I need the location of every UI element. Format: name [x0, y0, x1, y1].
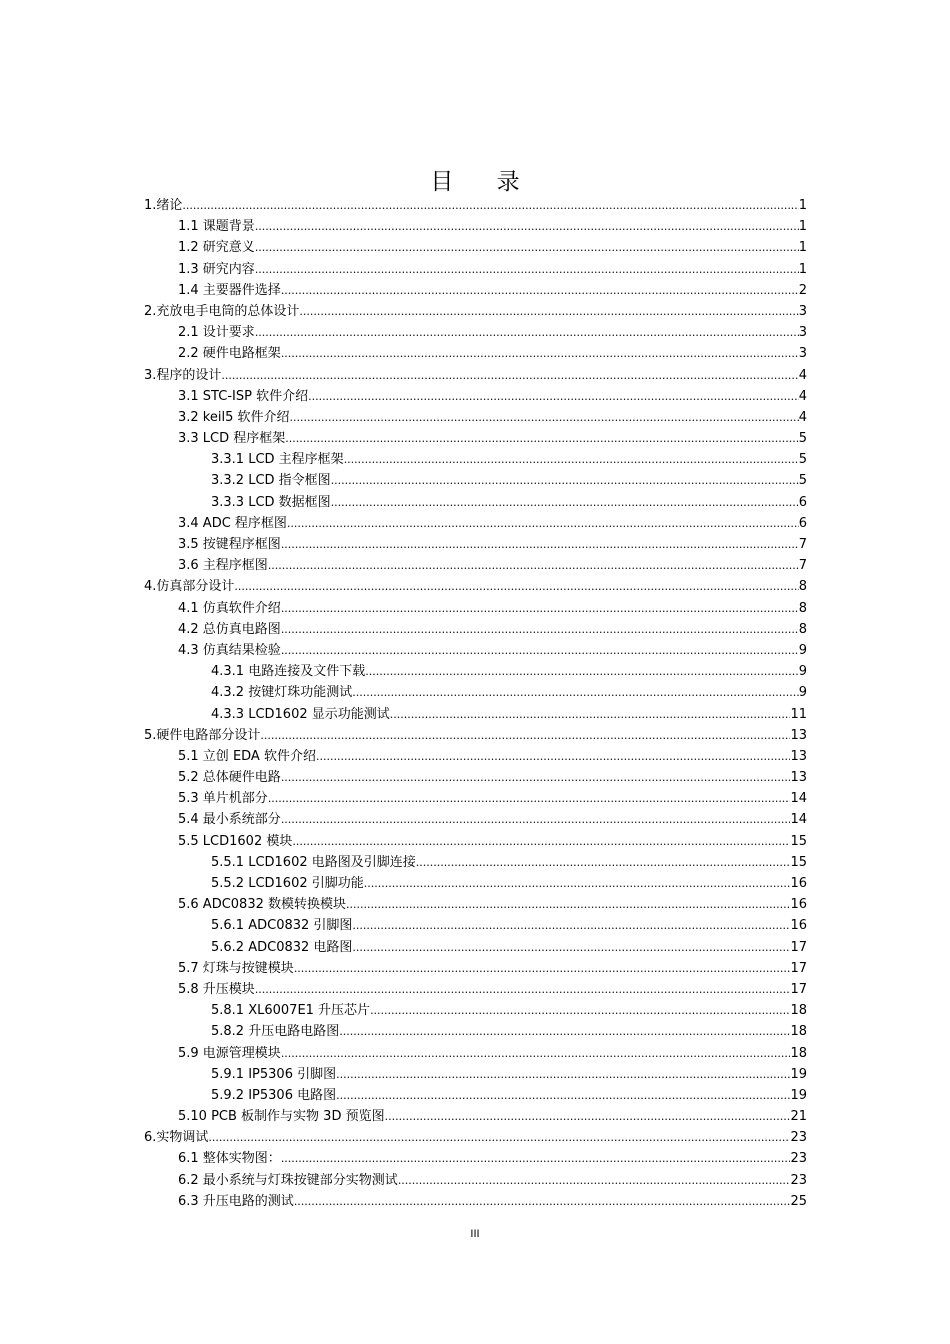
toc-dot-leader: [281, 1043, 791, 1064]
toc-entry-page: 3: [798, 303, 807, 319]
toc-entry-page: 6: [798, 494, 807, 510]
toc-entry-page: 18: [790, 1045, 807, 1061]
toc-entry-label: 5.6 ADC0832 数模转换模块: [178, 897, 347, 913]
toc-dot-leader: [255, 322, 799, 343]
toc-entry[interactable]: [144, 301, 807, 322]
toc-entry[interactable]: [144, 1127, 807, 1148]
toc-dot-leader: [281, 767, 791, 788]
toc-entry[interactable]: [144, 365, 807, 386]
toc-entry-page: 13: [790, 748, 807, 764]
toc-entry[interactable]: [144, 725, 807, 746]
toc-entry-label: 1.绪论: [144, 198, 183, 213]
toc-entry[interactable]: [144, 195, 807, 216]
toc-entry[interactable]: [144, 809, 807, 830]
toc-entry-page: 23: [790, 1151, 807, 1167]
toc-entry-label: 5.10 PCB 板制作与实物 3D 预览图: [178, 1109, 385, 1125]
toc-entry-page: 9: [798, 642, 807, 658]
toc-entry[interactable]: [144, 746, 807, 767]
toc-entry-page: 1: [798, 219, 807, 235]
toc-entry-page: 4: [798, 409, 807, 425]
toc-dot-leader: [316, 746, 790, 767]
toc-dot-leader: [365, 661, 799, 682]
toc-entry-page: 1: [798, 198, 807, 213]
toc-entry-page: 21: [790, 1109, 807, 1125]
toc-entry-page: 17: [790, 981, 807, 997]
toc-dot-leader: [331, 492, 799, 513]
toc-dot-leader: [268, 788, 791, 809]
toc-entry[interactable]: [144, 1064, 807, 1085]
toc-entry-page: 7: [798, 558, 807, 574]
toc-dot-leader: [385, 1106, 791, 1127]
toc-dot-leader: [299, 301, 798, 322]
toc-entry[interactable]: [144, 237, 807, 258]
toc-entry-label: 6.2 最小系统与灯珠按键部分实物测试: [178, 1172, 398, 1188]
toc-entry[interactable]: [144, 555, 807, 576]
toc-dot-leader: [416, 852, 791, 873]
toc-dot-leader: [221, 365, 798, 386]
toc-dot-leader: [281, 343, 799, 364]
toc-entry[interactable]: [144, 492, 807, 513]
toc-entry-label: 3.3.1 LCD 主程序框架: [211, 452, 344, 468]
toc-entry-page: 3: [798, 346, 807, 362]
toc-entry-page: 5: [798, 473, 807, 489]
toc-entry-label: 1.2 研究意义: [178, 240, 255, 256]
toc-entry-label: 3.程序的设计: [144, 367, 222, 383]
toc-entry-page: 13: [790, 770, 807, 786]
toc-entry-page: 16: [790, 876, 807, 891]
toc-entry-label: 5.6.1 ADC0832 引脚图: [211, 918, 353, 934]
toc-dot-leader: [352, 915, 790, 936]
toc-entry-label: 5.9.1 IP5306 引脚图: [211, 1066, 337, 1082]
toc-entry-label: 5.8.2 升压电路电路图: [211, 1024, 340, 1040]
toc-entry-label: 3.2 keil5 软件介绍: [178, 409, 290, 425]
toc-entry[interactable]: [144, 513, 807, 534]
toc-entry-label: 5.9 电源管理模块: [178, 1045, 281, 1061]
toc-entry-page: 9: [798, 685, 807, 701]
toc-entry-label: 3.3.2 LCD 指令框图: [211, 473, 331, 489]
toc-entry-page: 13: [790, 727, 807, 743]
toc-entry[interactable]: [144, 619, 807, 640]
toc-dot-leader: [287, 513, 799, 534]
toc-entry-label: 2.2 硬件电路框架: [178, 346, 281, 362]
toc-entry-label: 4.3.1 电路连接及文件下载: [211, 664, 366, 680]
toc-dot-leader: [281, 640, 799, 661]
toc-entry-label: 1.1 课题背景: [178, 219, 255, 235]
toc-entry[interactable]: [144, 831, 807, 852]
toc-entry-label: 1.4 主要器件选择: [178, 282, 281, 298]
toc-entry-label: 5.2 总体硬件电路: [178, 770, 281, 786]
toc-entry[interactable]: [144, 1021, 807, 1042]
toc-dot-leader: [208, 1127, 790, 1148]
toc-entry-label: 3.4 ADC 程序框图: [178, 515, 287, 531]
toc-dot-leader: [255, 979, 791, 1000]
toc-entry[interactable]: [144, 788, 807, 809]
toc-entry-label: 3.3.3 LCD 数据框图: [211, 494, 331, 510]
toc-dot-leader: [294, 1191, 791, 1212]
toc-entry[interactable]: [144, 767, 807, 788]
toc-entry-page: 11: [790, 706, 807, 722]
toc-dot-leader: [234, 576, 798, 597]
toc-entry-label: 5.1 立创 EDA 软件介绍: [178, 748, 316, 764]
toc-dot-leader: [281, 534, 799, 555]
toc-entry-label: 5.6.2 ADC0832 电路图: [211, 939, 353, 955]
toc-dot-leader: [346, 894, 790, 915]
toc-entry[interactable]: [144, 1191, 807, 1212]
toc-entry-page: 8: [798, 621, 807, 637]
toc-entry-page: 18: [790, 1003, 807, 1019]
toc-entry-page: 15: [790, 854, 807, 870]
toc-entry-page: 3: [798, 325, 807, 341]
toc-dot-leader: [344, 449, 799, 470]
toc-entry[interactable]: [144, 1085, 807, 1106]
toc-dot-leader: [390, 704, 791, 725]
toc-entry-page: 16: [790, 897, 807, 913]
toc-entry-page: 17: [790, 960, 807, 976]
toc-entry[interactable]: [144, 1000, 807, 1021]
toc-dot-leader: [336, 1085, 790, 1106]
toc-entry[interactable]: [144, 979, 807, 1000]
toc-dot-leader: [339, 1021, 790, 1042]
toc-entry-page: 14: [790, 812, 807, 828]
toc-entry-page: 14: [790, 791, 807, 807]
toc-entry-label: 6.3 升压电路的测试: [178, 1193, 294, 1209]
toc-entry-page: 5: [798, 452, 807, 468]
toc-entry-page: 25: [790, 1193, 807, 1209]
toc-entry[interactable]: [144, 470, 807, 491]
toc-entry-page: 5: [798, 431, 807, 447]
toc-dot-leader: [281, 598, 799, 619]
toc-dot-leader: [294, 958, 791, 979]
toc-entry-page: 2: [798, 282, 807, 298]
toc-entry[interactable]: [144, 937, 807, 958]
toc-entry-page: 23: [790, 1130, 807, 1146]
toc-entry-label: 5.9.2 IP5306 电路图: [211, 1087, 337, 1103]
toc-entry-label: 6.1 整体实物图：: [178, 1151, 281, 1167]
toc-entry[interactable]: [144, 640, 807, 661]
toc-entry-page: 16: [790, 918, 807, 934]
toc-entry-page: 23: [790, 1172, 807, 1188]
toc-dot-leader: [290, 407, 799, 428]
toc-entry[interactable]: [144, 704, 807, 725]
toc-entry-label: 4.3.3 LCD1602 显示功能测试: [211, 706, 390, 722]
toc-dot-leader: [255, 259, 799, 280]
toc-entry-page: 4: [798, 388, 807, 404]
toc-entry[interactable]: [144, 449, 807, 470]
toc-entry-label: 5.5.1 LCD1602 电路图及引脚连接: [211, 854, 416, 870]
toc-entry[interactable]: [144, 216, 807, 237]
toc-entry[interactable]: [144, 407, 807, 428]
toc-entry-label: 4.3.2 按键灯珠功能测试: [211, 685, 353, 701]
toc-dot-leader: [352, 682, 799, 703]
toc-entry-page: 1: [798, 261, 807, 277]
toc-entry-label: 5.4 最小系统部分: [178, 812, 281, 828]
toc-entry-page: 15: [790, 833, 807, 849]
toc-entry-label: 4.3 仿真结果检验: [178, 642, 281, 658]
toc-entry[interactable]: [144, 386, 807, 407]
toc-entry[interactable]: [144, 598, 807, 619]
toc-dot-leader: [281, 809, 791, 830]
toc-entry-label: 4.1 仿真软件介绍: [178, 600, 281, 616]
toc-entry-label: 3.3 LCD 程序框架: [178, 431, 286, 447]
toc-entry-label: 5.5 LCD1602 模块: [178, 833, 293, 849]
toc-dot-leader: [292, 831, 790, 852]
toc-dot-leader: [364, 873, 791, 894]
toc-entry-label: 4.2 总仿真电路图: [178, 621, 281, 637]
toc-entry[interactable]: [144, 343, 807, 364]
toc-entry-label: 4.仿真部分设计: [144, 579, 235, 595]
toc-entry-label: 5.8.1 XL6007E1 升压芯片: [211, 1003, 371, 1019]
toc-entry-label: 5.8 升压模块: [178, 981, 255, 997]
page-title: 目 录: [430, 169, 538, 195]
toc-dot-leader: [260, 725, 790, 746]
toc-entry-page: 1: [798, 240, 807, 256]
toc-entry[interactable]: [144, 534, 807, 555]
toc-dot-leader: [285, 428, 798, 449]
toc-entry-page: 9: [798, 664, 807, 680]
toc-dot-leader: [255, 237, 799, 258]
toc-dot-leader: [268, 555, 799, 576]
toc-entry[interactable]: [144, 322, 807, 343]
toc-dot-leader: [281, 1148, 791, 1169]
table-of-contents: [144, 195, 807, 1212]
toc-entry[interactable]: [144, 1148, 807, 1169]
toc-entry[interactable]: [144, 661, 807, 682]
toc-entry-label: 1.3 研究内容: [178, 261, 255, 277]
toc-entry-label: 2.充放电手电筒的总体设计: [144, 303, 300, 319]
toc-entry-label: 6.实物调试: [144, 1130, 209, 1146]
toc-dot-leader: [182, 195, 798, 216]
toc-entry-label: 5.7 灯珠与按键模块: [178, 960, 294, 976]
toc-entry-label: 3.5 按键程序框图: [178, 537, 281, 552]
toc-entry[interactable]: [144, 1106, 807, 1127]
toc-entry-label: 2.1 设计要求: [178, 325, 255, 341]
toc-entry-page: 6: [798, 515, 807, 531]
toc-entry-label: 3.6 主程序框图: [178, 558, 268, 574]
toc-dot-leader: [308, 386, 799, 407]
toc-dot-leader: [255, 216, 799, 237]
toc-entry[interactable]: [144, 958, 807, 979]
toc-dot-leader: [331, 470, 799, 491]
page-number: III: [470, 1228, 480, 1240]
toc-dot-leader: [281, 619, 799, 640]
toc-entry-label: 5.硬件电路部分设计: [144, 727, 261, 743]
toc-entry[interactable]: [144, 1170, 807, 1191]
toc-entry-page: 4: [798, 367, 807, 383]
toc-entry[interactable]: [144, 894, 807, 915]
toc-entry[interactable]: [144, 682, 807, 703]
toc-dot-leader: [281, 280, 799, 301]
toc-entry-page: 19: [790, 1066, 807, 1082]
toc-entry[interactable]: [144, 915, 807, 936]
toc-entry-label: 5.5.2 LCD1602 引脚功能: [211, 876, 364, 891]
toc-entry[interactable]: [144, 259, 807, 280]
toc-entry-label: 3.1 STC-ISP 软件介绍: [178, 388, 309, 404]
toc-entry-page: 8: [798, 579, 807, 595]
toc-entry[interactable]: [144, 576, 807, 597]
toc-entry[interactable]: [144, 1043, 807, 1064]
toc-dot-leader: [352, 937, 790, 958]
toc-entry[interactable]: [144, 852, 807, 873]
toc-entry-page: 8: [798, 600, 807, 616]
toc-entry[interactable]: [144, 428, 807, 449]
toc-entry-page: 18: [790, 1024, 807, 1040]
toc-entry-page: 19: [790, 1087, 807, 1103]
toc-entry[interactable]: [144, 280, 807, 301]
toc-entry-label: 5.3 单片机部分: [178, 791, 268, 807]
toc-entry-page: 17: [790, 939, 807, 955]
toc-dot-leader: [398, 1170, 791, 1191]
toc-entry-page: 7: [798, 537, 807, 552]
toc-dot-leader: [370, 1000, 790, 1021]
toc-dot-leader: [336, 1064, 790, 1085]
toc-entry[interactable]: [144, 873, 807, 894]
